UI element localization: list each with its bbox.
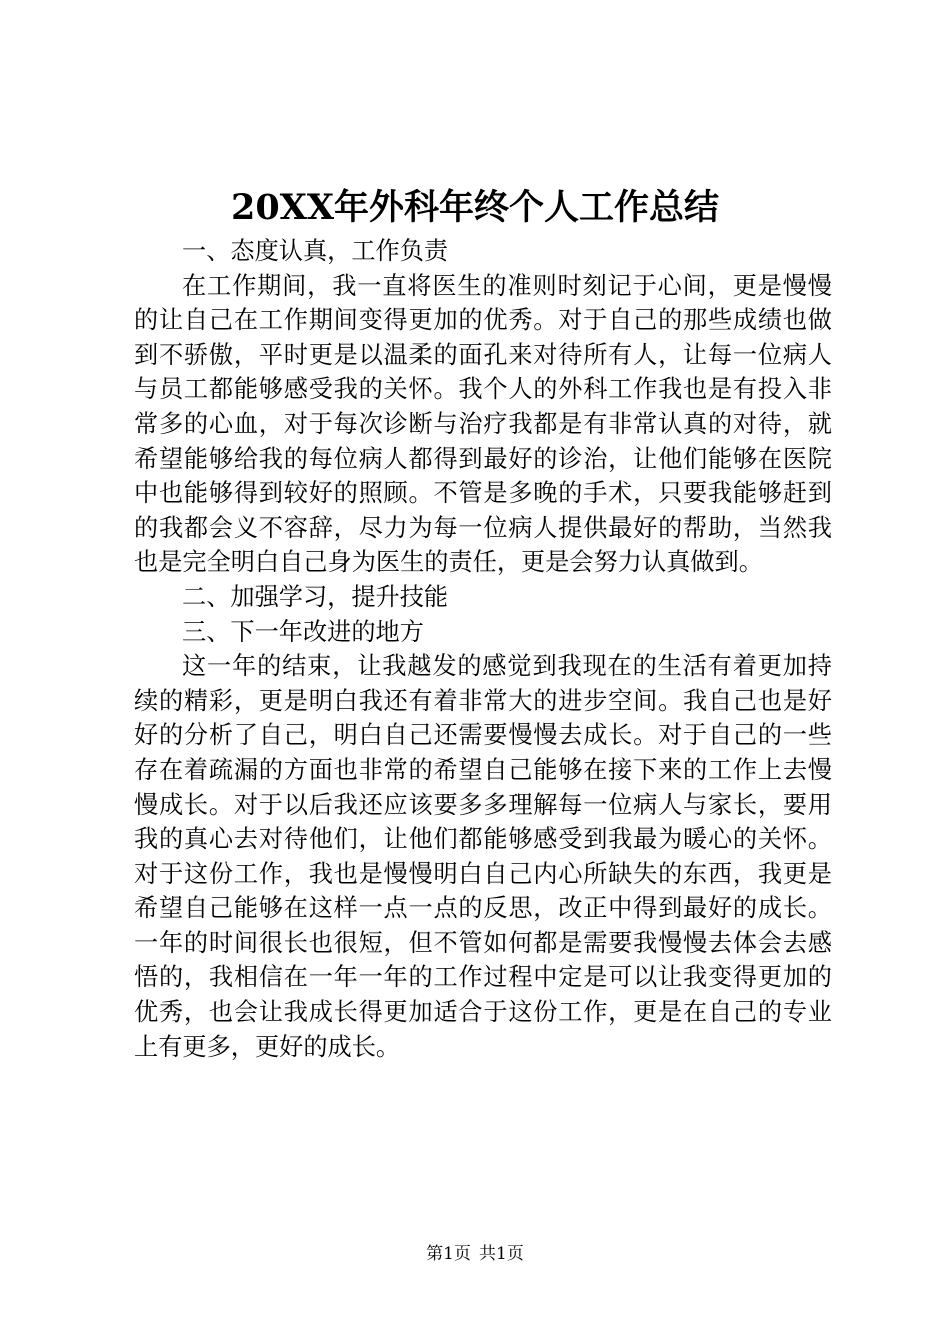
paragraph-attitude: 在工作期间，我一直将医生的准则时刻记于心间，更是慢慢的让自己在工作期间变得更加的优秀。对于自己的那些成绩也做到不骄傲，平时更是以温柔的面孔来对待所有人，让每一位病人与员工都能够感受我的关怀。我个人的外科工作我也是有投入非常多的心血，对于每次诊断与治疗我都是有非常认真的对待，就希望能够给我的每位病人都得到最好的诊治，让他们能够在医院中也能够得到较好的照顾。不管是多晚的手术，只要我能够赶到的我都会义不容辞，尽力为每一位病人提供最好的帮助，当然我也是完全明白自己身为医生的责任，更是会努力认真做到。 — [134, 271, 832, 577]
page-total: 共1页 — [479, 1244, 524, 1264]
document-title: 20XX年外科年终个人工作总结 — [230, 187, 720, 228]
page-number: 第1页 — [426, 1244, 471, 1264]
document-body — [134, 234, 832, 1064]
page-footer — [0, 1243, 950, 1265]
section-heading-learning: 二、加强学习，提升技能 — [182, 582, 449, 611]
section-heading-improvement: 三、下一年改进的地方 — [182, 617, 424, 646]
section-heading-attitude: 一、态度认真，工作负责 — [182, 237, 449, 265]
paragraph-improvement: 这一年的结束，让我越发的感觉到我现在的生活有着更加持续的精彩，更是明白我还有着非常大的进步空间。我自己也是好好的分析了自己，明白自己还需要慢慢去成长。对于自己的一些存在着疏漏的方面也非常的希望自己能够在接下来的工作上去慢慢成长。对于以后我还应该要多多理解每一位病人与家长，要用我的真心去对待他们，让他们都能够感受到我最为暖心的关怀。对于这份工作，我也是慢慢明白自己内心所缺失的东西，我更是希望自己能够在这样一点一点的反思，改正中得到最好的成长。一年的时间很长也很短，但不管如何都是需要我慢慢去体会去感悟的，我相信在一年一年的工作过程中定是可以让我变得更加的优秀，也会让我成长得更加适合于这份工作，更是在自己的专业上有更多，更好的成长。 — [134, 652, 832, 1061]
